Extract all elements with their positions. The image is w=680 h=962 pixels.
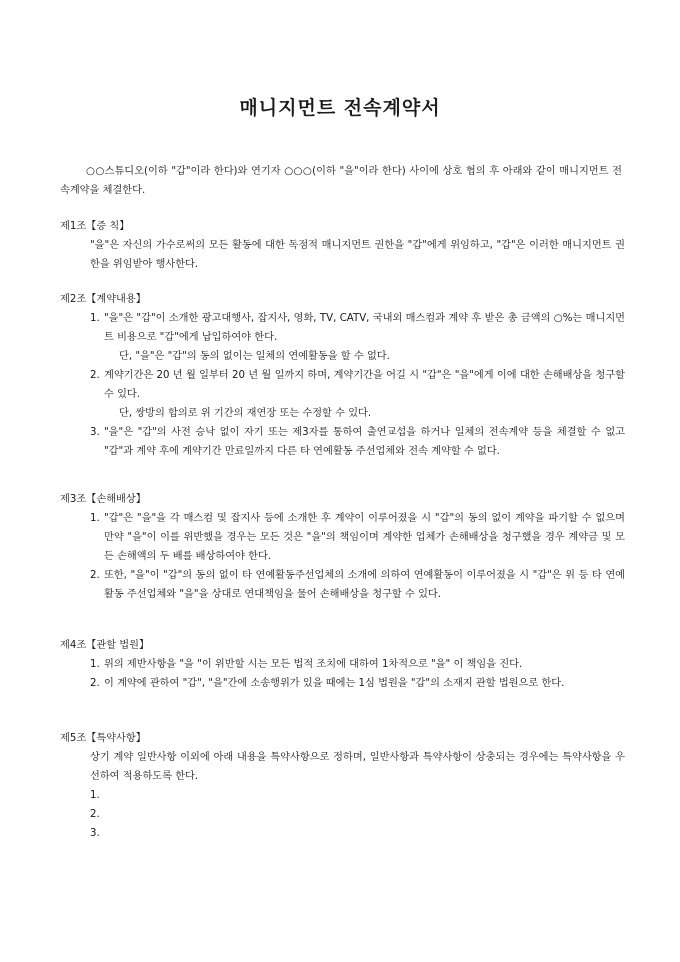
article-items (60, 309, 625, 461)
item-text (104, 805, 625, 824)
page-title: 매니지먼트 전속계약서 (239, 97, 441, 119)
list-item (90, 674, 625, 693)
article-2 (60, 290, 625, 461)
article-items (60, 509, 625, 604)
article-items (60, 655, 625, 693)
item-number: 3. (90, 427, 100, 438)
list-item (90, 824, 625, 843)
article-heading: 제2조【계약내용】 (60, 294, 146, 305)
article-body: "을"은 자신의 가수로써의 모든 활동에 대한 독점적 매니지먼트 권한을 "갑"에게 위임하고, "갑"은 이러한 매니지먼트 권한을 위임받아 행사한다. (90, 240, 625, 270)
item-text: 계약기간은 20 년 월 일부터 20 년 월 일까지 하며, 계약기간을 어길 시 "갑"은 "을"에게 이에 대한 손해배상을 청구할 수 있다. (104, 370, 625, 400)
list-item (90, 786, 625, 805)
article-1 (60, 217, 625, 274)
article-heading: 제3조【손해배상】 (60, 494, 146, 505)
article-items (60, 786, 625, 843)
item-text: "을"은 "갑"의 사전 승낙 없이 자기 또는 제3자를 통하여 출연교섭을 하거나 일체의 전속계약 등을 체결할 수 없고 "갑"과 계약 후에 계약기간 만료일까지 다른 타 연예활동 주선업체와 전속 계약할 수 없다. (104, 427, 625, 457)
item-number: 3. (90, 828, 100, 839)
article-4 (60, 636, 625, 693)
item-text: "갑"은 "을"을 각 매스컴 및 잡지사 등에 소개한 후 계약이 이루어졌을 시 "갑"의 동의 없이 계약을 파기할 수 없으며 만약 "을"이 이를 위반했을 경우는 모든 것은 "을"의 책임이며 계약한 업체가 손해배상을 청구했을 경우 계약금 및 모든 손해액의 두 배를 배상하여야 한다. (104, 513, 625, 562)
item-note: 단, "을"은 "갑"의 동의 없이는 일체의 연예활동을 할 수 없다. (119, 351, 390, 362)
item-text: 또한, "을"이 "갑"의 동의 없이 타 연예활동주선업체의 소개에 의하여 연예활동이 이루어졌을 시 "갑"은 위 등 타 연예활동 주선업체와 "을"을 상대로 연대책임을 물어 손해배상을 청구할 수 있다. (104, 570, 625, 600)
item-number: 1. (90, 513, 100, 524)
article-heading: 제5조【특약사항】 (60, 733, 146, 744)
article-5 (60, 729, 625, 843)
item-text: 위의 제반사항을 "을 "이 위반할 시는 모든 법적 조치에 대하여 1차적으로 "을" 이 책임을 진다. (104, 659, 523, 670)
item-note: 단, 쌍방의 합의로 위 기간의 재연장 또는 수정할 수 있다. (119, 408, 372, 419)
item-text (104, 786, 625, 805)
item-number: 2. (90, 370, 100, 381)
list-item (90, 366, 625, 423)
list-item (90, 655, 625, 674)
item-text: "을"은 "갑"이 소개한 광고대행사, 잡지사, 영화, TV, CATV, 국내외 매스컴과 계약 후 받은 총 금액의 ○%는 매니지먼트 비용으로 "갑"에게 납입하여야 한다. (104, 313, 625, 343)
item-number: 2. (90, 809, 100, 820)
item-number: 1. (90, 313, 100, 324)
list-item (90, 509, 625, 566)
article-heading: 제4조【관할 법원】 (60, 640, 150, 651)
list-item (90, 423, 625, 461)
item-text: 이 계약에 관하여 "갑", "을"간에 소송행위가 있을 때에는 1심 법원을 "갑"의 소재지 관할 법원으로 한다. (104, 678, 565, 689)
item-number: 1. (90, 790, 100, 801)
article-heading: 제1조【증 칙】 (60, 221, 130, 232)
list-item (90, 805, 625, 824)
item-number: 1. (90, 659, 100, 670)
item-text (104, 824, 625, 843)
item-number: 2. (90, 570, 100, 581)
article-3 (60, 490, 625, 604)
article-body: 상기 계약 일반사항 이외에 아래 내용을 특약사항으로 정하며, 일반사항과 특약사항이 상충되는 경우에는 특약사항을 우선하여 적용하도록 한다. (90, 752, 625, 782)
intro-paragraph: ○○스튜디오(이하 "갑"이라 한다)와 연기자 ○○○(이하 "을"이라 한다) 사이에 상호 협의 후 아래와 같이 매니지먼트 전속계약을 체결한다. (60, 166, 622, 196)
list-item (90, 566, 625, 604)
item-number: 2. (90, 678, 100, 689)
list-item (90, 309, 625, 366)
